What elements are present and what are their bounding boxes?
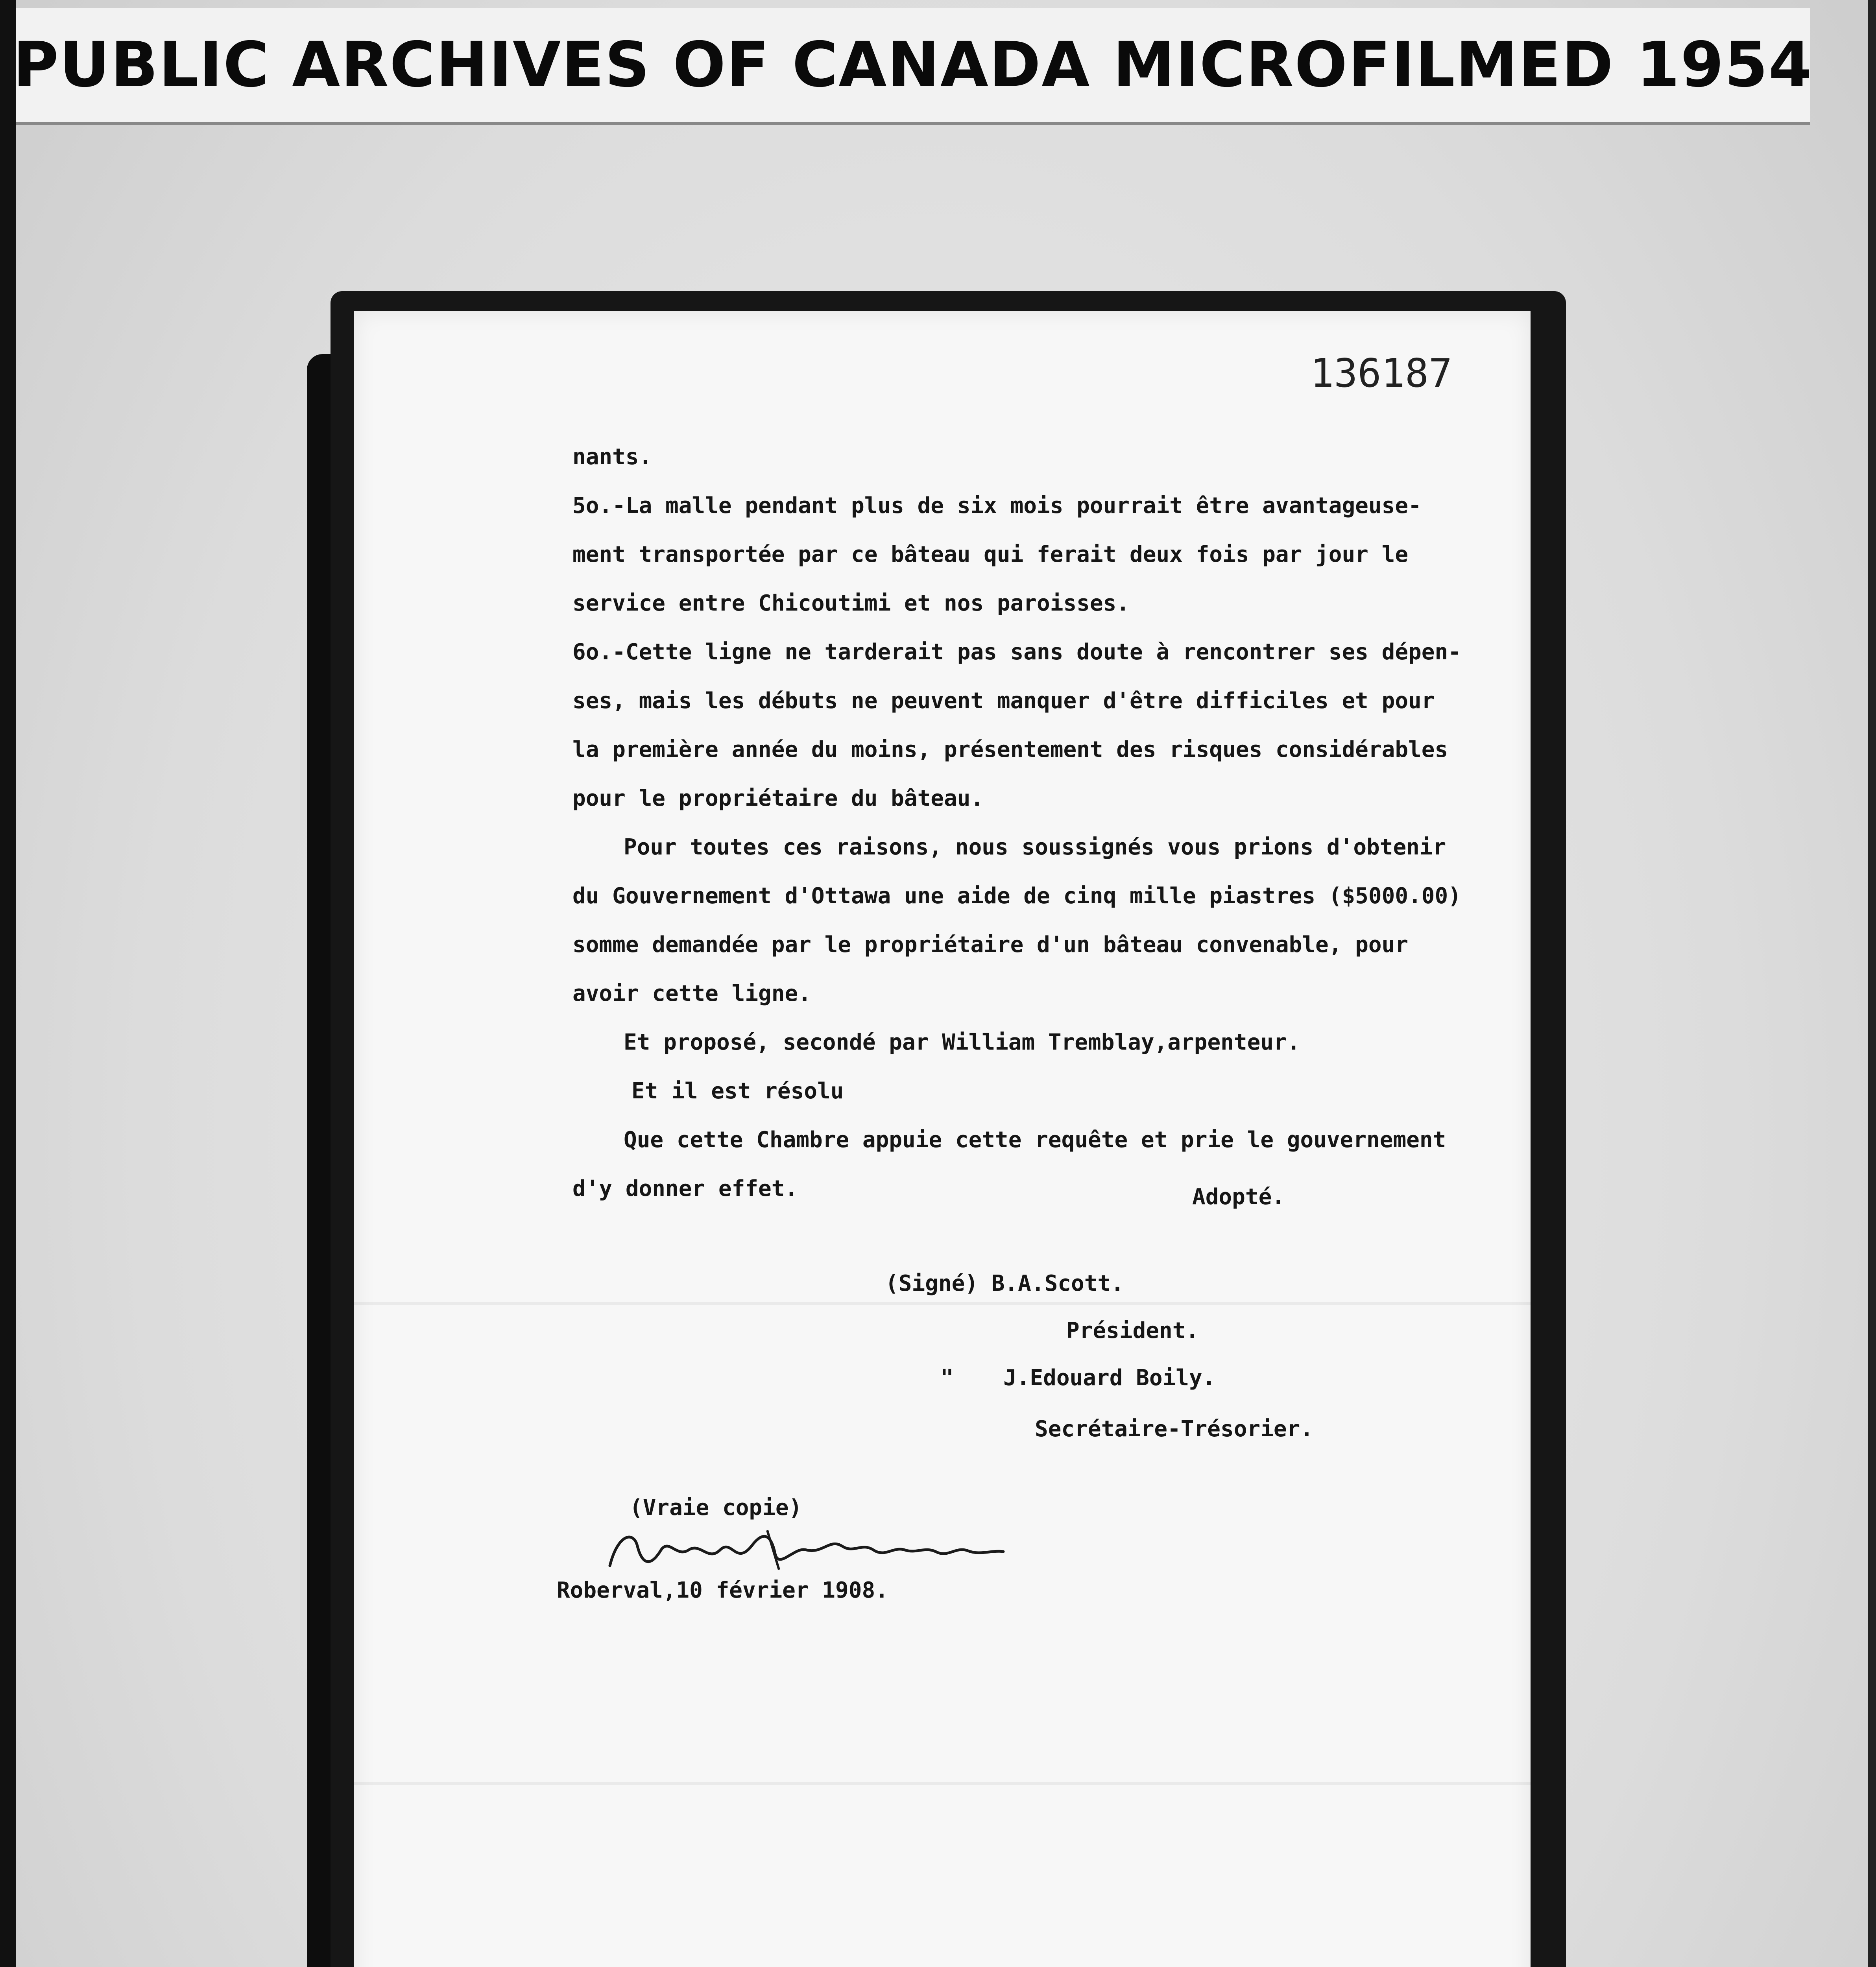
- fold-line: [354, 1782, 1531, 1785]
- resolved-line: Et il est résolu: [631, 1078, 844, 1104]
- proposed-line: Et proposé, secondé par William Tremblay,arpenteur.: [624, 1030, 1300, 1055]
- archive-header-text: PUBLIC ARCHIVES OF CANADA MICROFILMED 1954: [13, 29, 1813, 101]
- body-line: somme demandée par le propriétaire d'un bâteau convenable, pour: [572, 932, 1409, 958]
- body-line: 6o.-Cette ligne ne tarderait pas sans doute à rencontrer ses dépen-: [572, 639, 1461, 665]
- body-line: la première année du moins, présentement des risques considérables: [572, 737, 1448, 762]
- resolution-line: d'y donner effet.: [572, 1176, 798, 1201]
- resolution-line: Que cette Chambre appuie cette requête et prie le gouvernement: [624, 1127, 1446, 1153]
- body-line: pour le propriétaire du bâteau.: [572, 786, 984, 811]
- fold-line: [354, 1302, 1531, 1305]
- signed-line: (Signé) B.A.Scott.: [885, 1271, 1124, 1296]
- film-edge-right: [1868, 0, 1876, 1967]
- body-line: du Gouvernement d'Ottawa une aide de cinq mille piastres ($5000.00): [572, 883, 1461, 909]
- body-line: Pour toutes ces raisons, nous soussignés vous prions d'obtenir: [624, 834, 1446, 860]
- body-line: nants.: [572, 444, 652, 470]
- body-line: ses, mais les débuts ne peuvent manquer d'être difficiles et pour: [572, 688, 1435, 714]
- body-line: service entre Chicoutimi et nos paroisses.: [572, 590, 1130, 616]
- film-edge-left: [0, 0, 16, 1967]
- ditto-mark: ": [940, 1365, 954, 1391]
- document-number: 136187: [1310, 350, 1453, 396]
- adopted-text: Adopté.: [1192, 1184, 1285, 1210]
- archive-header-banner: [13, 8, 1813, 125]
- body-line: avoir cette ligne.: [572, 981, 811, 1006]
- true-copy-label: (Vraie copie): [630, 1495, 802, 1520]
- place-date: Roberval,10 février 1908.: [557, 1578, 888, 1603]
- president-title: Président.: [1066, 1318, 1199, 1343]
- body-line: 5o.-La malle pendant plus de six mois pourrait être avantageuse-: [572, 493, 1422, 519]
- document-body: [572, 433, 1540, 1213]
- secretary-title: Secrétaire-Trésorier.: [1035, 1416, 1314, 1442]
- secretary-name: J.Edouard Boily.: [1003, 1365, 1216, 1391]
- body-line: ment transportée par ce bâteau qui ferait deux fois par jour le: [572, 542, 1409, 567]
- handwritten-signature: [602, 1522, 1011, 1578]
